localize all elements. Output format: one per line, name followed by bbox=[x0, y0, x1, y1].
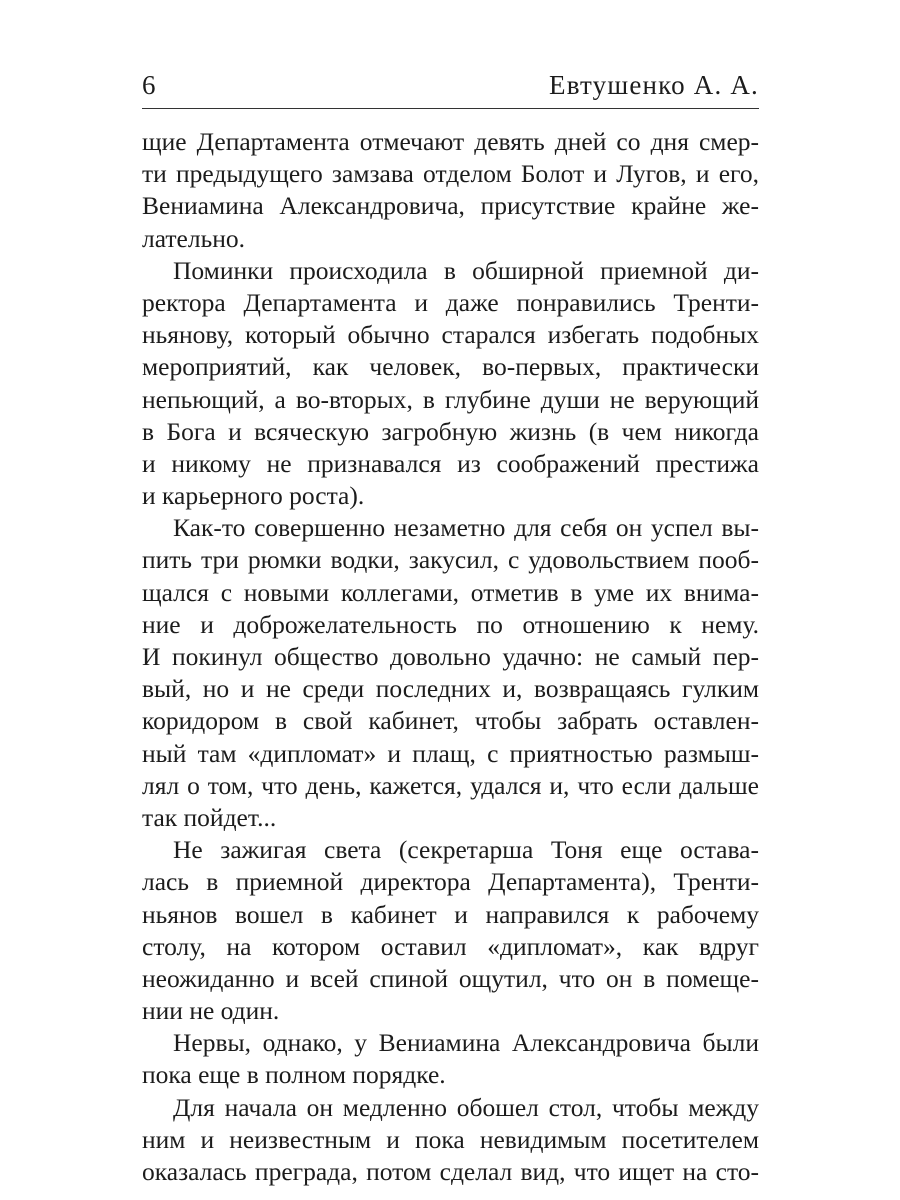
text-line: лась в приемной директора Департамента), Тренти- bbox=[142, 867, 759, 897]
text-line: ньянову, который обычно старался избегать подобных bbox=[142, 320, 759, 350]
text-line: Не зажигая света (секретарша Тоня еще остава- bbox=[173, 835, 759, 865]
body-text bbox=[142, 126, 759, 1188]
text-line: ним и неизвестным и пока невидимым посетителем bbox=[142, 1124, 759, 1154]
text-line: мероприятий, как человек, во-первых, практически bbox=[142, 352, 759, 382]
running-head-author: Евтушенко А. А. bbox=[549, 70, 759, 100]
text-line: оказалась преграда, потом сделал вид, что ищет на сто- bbox=[142, 1157, 759, 1186]
text-line: вый, но и не среди последних и, возвращаясь гулким bbox=[142, 674, 759, 704]
text-line: нии не один. bbox=[142, 996, 280, 1026]
text-line: ние и доброжелательность по отношению к нему. bbox=[142, 609, 759, 639]
page-header bbox=[142, 64, 759, 109]
text-line: столу, на котором оставил «дипломат», как вдруг bbox=[142, 931, 759, 961]
text-line: и карьерного роста). bbox=[142, 481, 365, 511]
text-line: Для начала он медленно обошел стол, чтобы между bbox=[173, 1092, 759, 1122]
text-line: ный там «дипломат» и плащ, с приятностью размыш- bbox=[142, 738, 759, 768]
text-line: лательно. bbox=[142, 223, 245, 253]
text-line: щался с новыми коллегами, отметив в уме их внима- bbox=[142, 577, 759, 607]
text-line: ньянов вошел в кабинет и направился к рабочему bbox=[142, 899, 759, 929]
text-line: пить три рюмки водки, закусил, с удовольствием пооб- bbox=[142, 545, 759, 575]
text-line: Как-то совершенно незаметно для себя он успел вы- bbox=[173, 513, 759, 543]
page-number: 6 bbox=[142, 70, 156, 100]
text-line: так пойдет... bbox=[142, 802, 277, 832]
text-line: Поминки происходила в обширной приемной ди- bbox=[173, 255, 759, 285]
text-line: коридором в свой кабинет, чтобы забрать оставлен- bbox=[142, 706, 759, 736]
text-line: щие Департамента отмечают девять дней со дня смер- bbox=[142, 127, 759, 156]
text-line: лял о том, что день, кажется, удался и, что если дальше bbox=[142, 770, 759, 800]
text-line: ти предыдущего замзава отделом Болот и Лугов, и его, bbox=[142, 159, 759, 189]
text-line: Вениамина Александровича, присутствие крайне же- bbox=[142, 191, 759, 221]
text-line: неожиданно и всей спиной ощутил, что он в помеще- bbox=[142, 963, 759, 993]
text-line: пока еще в полном порядке. bbox=[142, 1060, 446, 1090]
text-line: Нервы, однако, у Вениамина Александровича были bbox=[173, 1028, 759, 1058]
text-line: в Бога и всяческую загробную жизнь (в чем никогда bbox=[142, 416, 759, 446]
text-line: непьющий, а во-вторых, в глубине души не верующий bbox=[142, 384, 759, 414]
text-line: и никому не признавался из соображений престижа bbox=[142, 448, 759, 478]
text-line: И покинул общество довольно удачно: не самый пер- bbox=[142, 642, 759, 671]
text-line: ректора Департамента и даже понравились Тренти- bbox=[142, 287, 759, 317]
